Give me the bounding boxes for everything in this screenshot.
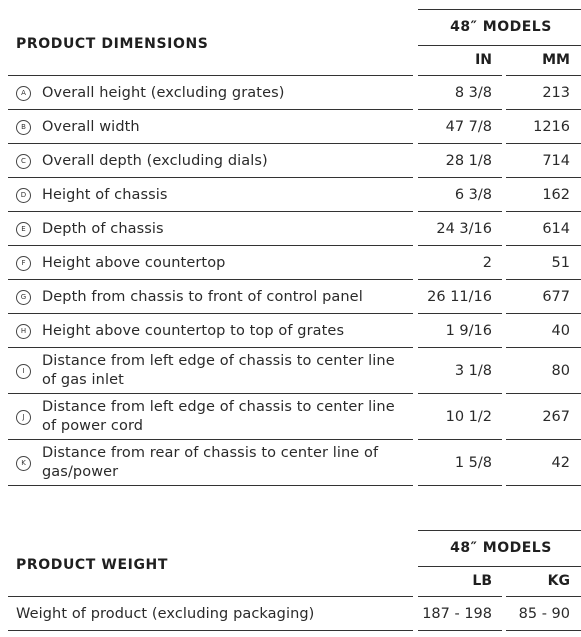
dimension-label-cell: [8, 178, 413, 212]
dimension-label-cell: [8, 212, 413, 246]
dimension-value-mm: 80: [551, 363, 570, 379]
unit-mm-heading: MM: [542, 52, 570, 68]
dimension-letter-badge: H: [16, 324, 31, 339]
dimension-label: Distance from rear of chassis to center line of gas/power: [42, 445, 379, 480]
dimensions-title: PRODUCT DIMENSIONS: [16, 36, 209, 52]
dimension-label-cell: [8, 246, 413, 280]
dimension-letter-badge: E: [16, 222, 31, 237]
dimension-value-mm: 714: [542, 153, 570, 169]
weight-row-label: Weight of product (excluding packaging): [16, 605, 315, 622]
dimension-letter-badge: B: [16, 120, 31, 135]
weight-row-rule: [418, 630, 502, 631]
dimension-value-in: 26 11/16: [427, 289, 492, 305]
weight-row-rule: [8, 630, 413, 631]
dimension-row: [8, 440, 581, 486]
weight-title: PRODUCT WEIGHT: [16, 557, 169, 573]
dimension-label: Height above countertop to top of grates: [42, 322, 345, 339]
dimension-value-mm: 213: [542, 85, 570, 101]
row-rule-in: [418, 485, 502, 486]
weight-value-kg: 85 - 90: [518, 606, 570, 622]
dimension-value-in: 24 3/16: [436, 221, 492, 237]
dimension-letter-badge: G: [16, 290, 31, 305]
dimension-row: [8, 246, 581, 280]
dimension-value-mm: 42: [551, 455, 570, 471]
dimension-value-in: 3 1/8: [454, 363, 492, 379]
models-rule: [418, 45, 581, 46]
dimension-letter-badge: C: [16, 154, 31, 169]
dimension-label: Overall depth (excluding dials): [42, 152, 268, 169]
dimension-value-mm: 267: [542, 409, 570, 425]
dimension-value-mm: 51: [551, 255, 570, 271]
weight-models-heading: 48″ MODELS: [450, 540, 552, 556]
dimension-letter-badge: F: [16, 256, 31, 271]
dimension-row: [8, 394, 581, 440]
dimension-label-cell: [8, 76, 413, 110]
row-rule: [8, 485, 413, 486]
dimension-value-in: 47 7/8: [445, 119, 492, 135]
dimension-value-mm: 1216: [533, 119, 570, 135]
dimension-value-mm: 40: [551, 323, 570, 339]
unit-in-heading: IN: [475, 52, 492, 68]
dimension-label-cell: [8, 348, 413, 394]
dimension-label: Height of chassis: [42, 186, 168, 203]
weight-models-rule: [418, 566, 581, 567]
dimension-label: Overall width: [42, 118, 140, 135]
dimension-value-mm: 162: [542, 187, 570, 203]
dimension-letter-badge: A: [16, 86, 31, 101]
dimension-letter-badge: J: [16, 410, 31, 425]
dimension-label: Height above countertop: [42, 254, 226, 271]
dimension-row: [8, 212, 581, 246]
weight-row: [8, 597, 581, 631]
dimension-row: [8, 314, 581, 348]
dimension-label: Distance from left edge of chassis to center line of gas inlet: [42, 353, 395, 388]
unit-lb-heading: LB: [472, 573, 492, 589]
weight-row-rule: [506, 630, 581, 631]
dimension-row: [8, 178, 581, 212]
dimension-label: Depth from chassis to front of control panel: [42, 288, 363, 305]
dimension-value-in: 28 1/8: [445, 153, 492, 169]
dimension-row: [8, 110, 581, 144]
dimension-row: [8, 144, 581, 178]
weight-row-label-cell: [8, 597, 413, 631]
dimension-value-in: 2: [482, 255, 492, 271]
unit-kg-heading: KG: [547, 573, 570, 589]
dimension-row: [8, 348, 581, 394]
dimension-label-cell: [8, 280, 413, 314]
dimension-value-in: 10 1/2: [445, 409, 492, 425]
dimension-letter-badge: D: [16, 188, 31, 203]
dimension-letter-badge: I: [16, 364, 31, 379]
dimension-value-mm: 614: [542, 221, 570, 237]
dimension-label: Overall height (excluding grates): [42, 84, 285, 101]
models-heading: 48″ MODELS: [450, 19, 552, 35]
dimension-row: [8, 280, 581, 314]
dimension-value-in: 8 3/8: [454, 85, 492, 101]
weight-value-lb: 187 - 198: [422, 606, 492, 622]
dimension-label-cell: [8, 394, 413, 440]
dimension-label-cell: [8, 440, 413, 486]
dimension-value-in: 1 5/8: [454, 455, 492, 471]
dimension-label: Depth of chassis: [42, 220, 164, 237]
weight-header-top-rule: [418, 530, 581, 531]
dimension-value-in: 1 9/16: [445, 323, 492, 339]
dimension-label: Distance from left edge of chassis to center line of power cord: [42, 399, 395, 434]
row-rule-mm: [506, 485, 581, 486]
dimension-label-cell: [8, 110, 413, 144]
dimension-letter-badge: K: [16, 456, 31, 471]
dimension-value-mm: 677: [542, 289, 570, 305]
header-top-rule: [418, 9, 581, 10]
dimension-label-cell: [8, 144, 413, 178]
dimension-label-cell: [8, 314, 413, 348]
dimension-row: [8, 76, 581, 110]
dimension-value-in: 6 3/8: [454, 187, 492, 203]
